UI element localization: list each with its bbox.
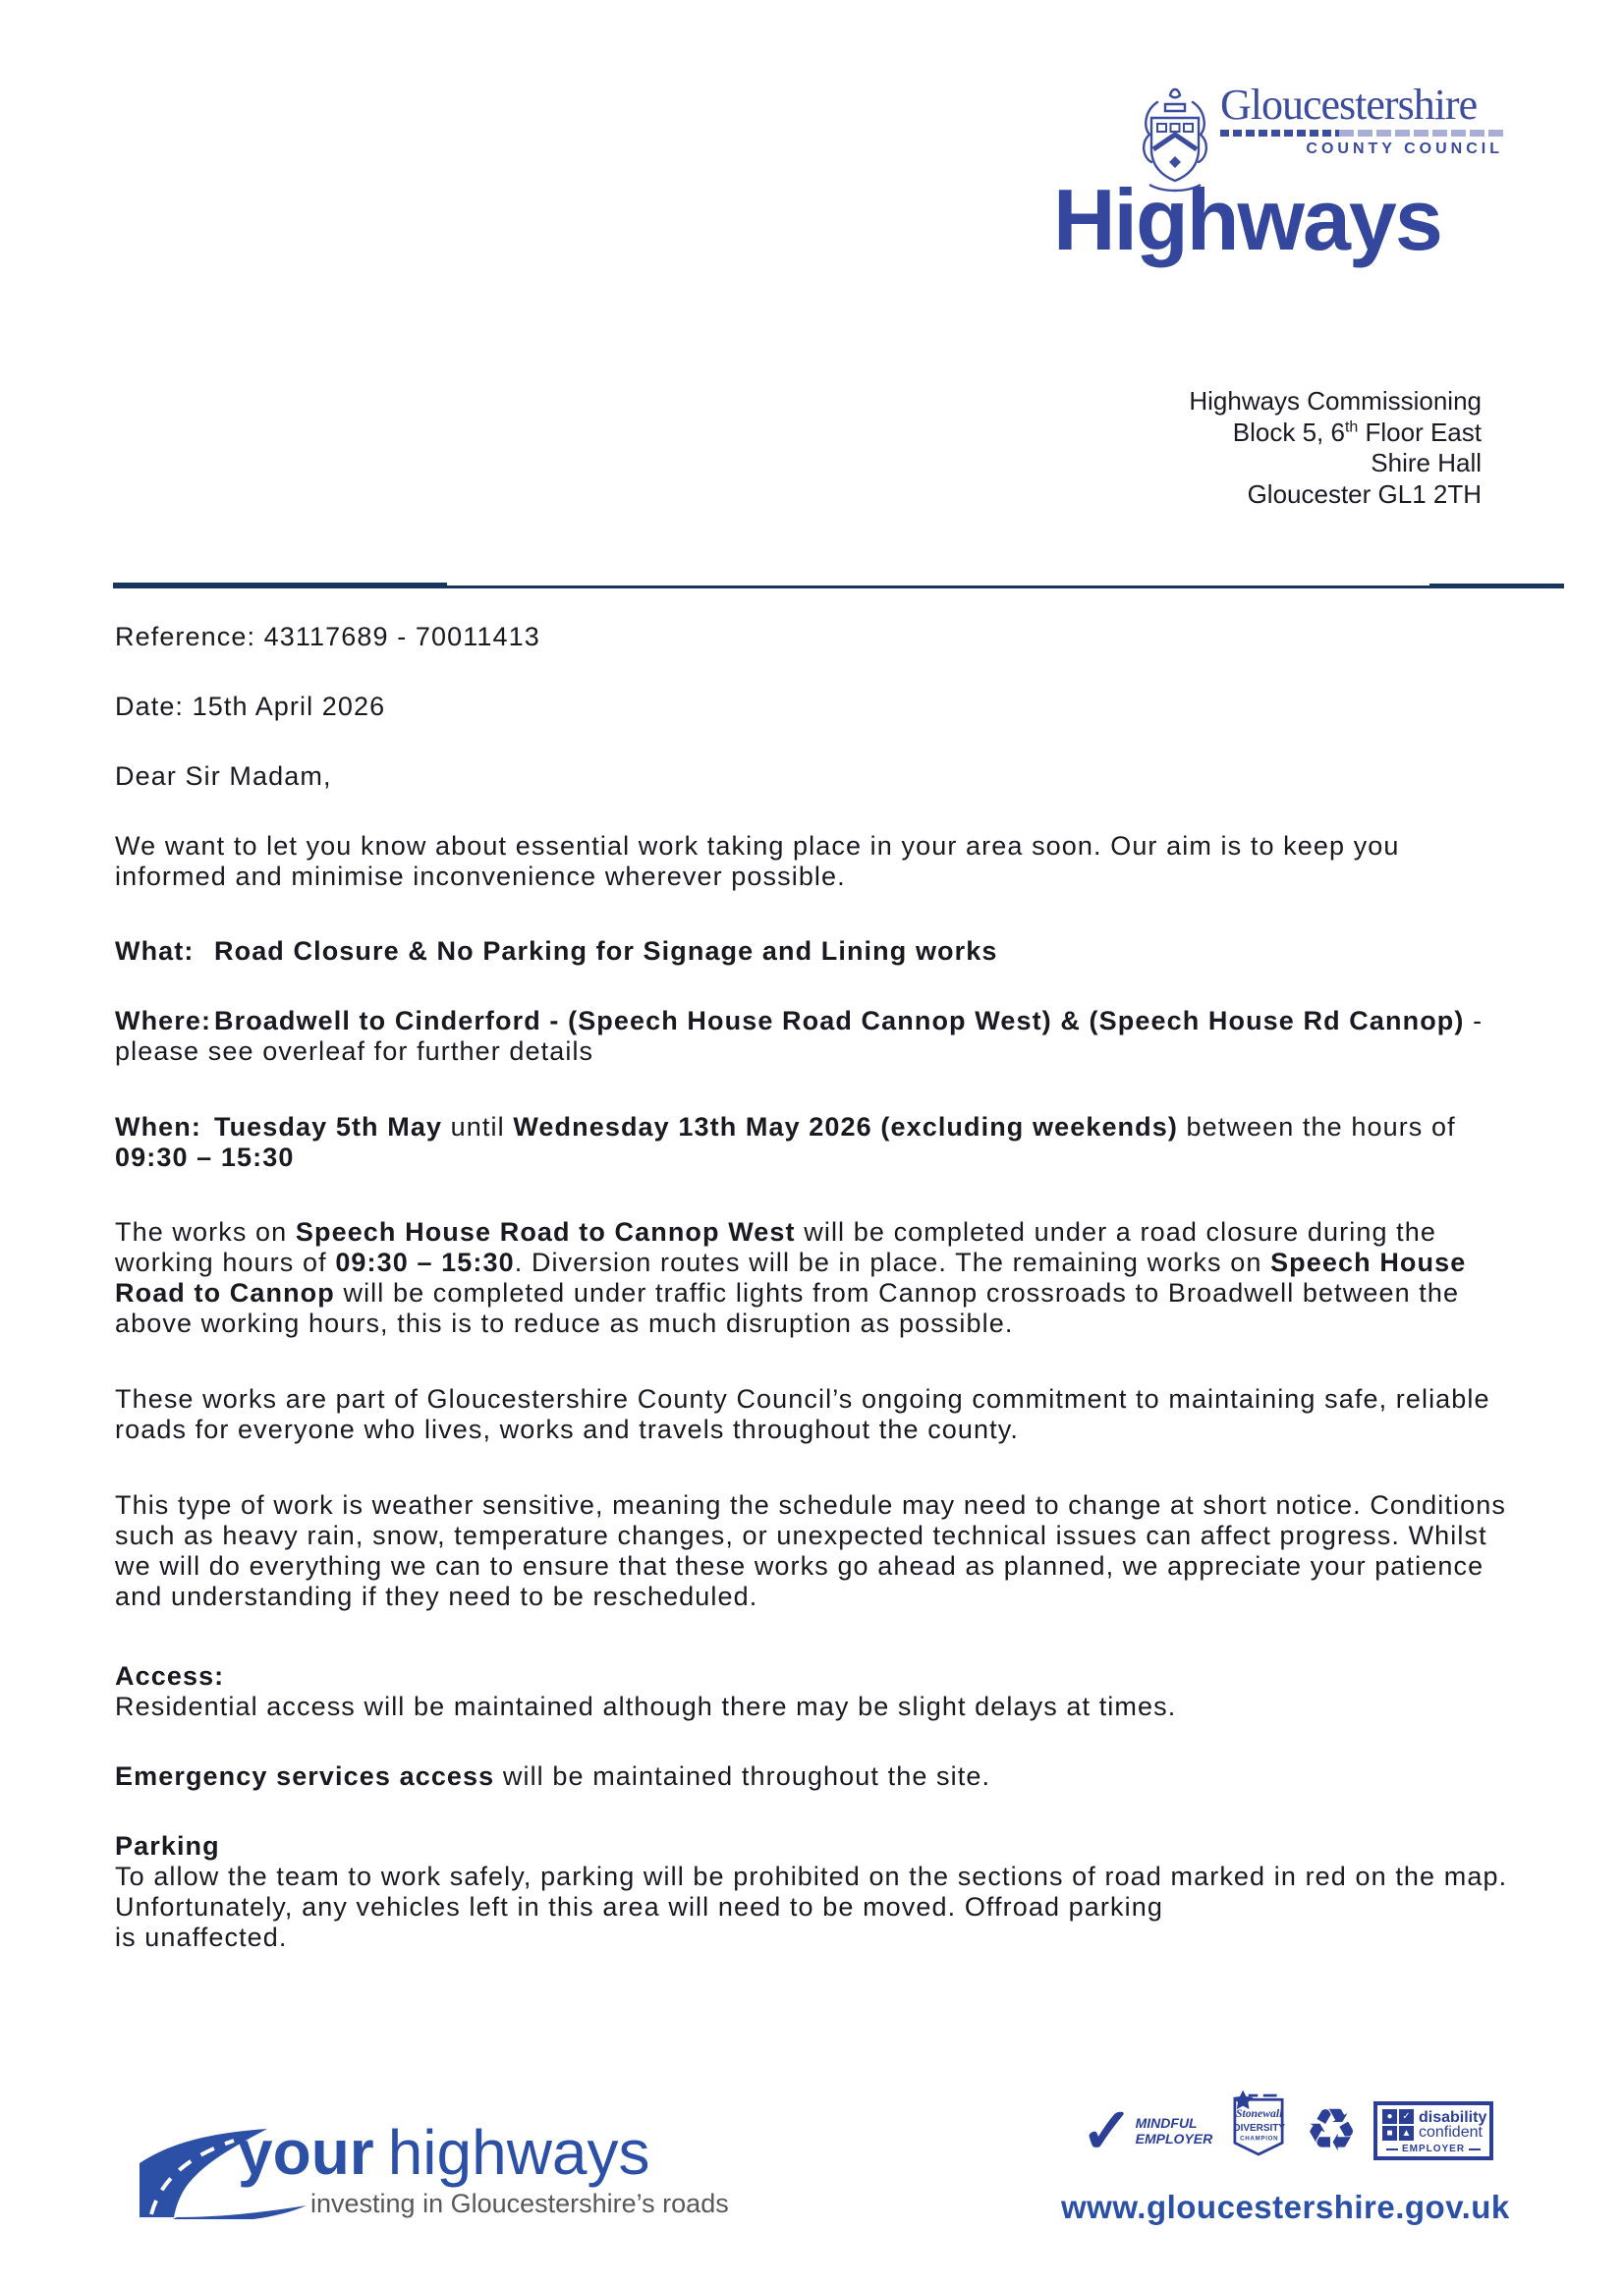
sender-address: [1189, 386, 1482, 510]
your-highways-tagline: investing in Gloucestershire’s roads: [310, 2189, 729, 2218]
address-line: Gloucester GL1 2TH: [1247, 478, 1482, 509]
stonewall-diversity-badge: [1228, 2076, 1289, 2172]
mindful-employer-badge: ✓ MINDFUL EMPLOYER: [1081, 2095, 1213, 2166]
checkmark-icon: ✓: [1081, 2095, 1134, 2166]
parking-heading: Parking: [115, 1831, 220, 1861]
commitment-paragraph: These works are part of Gloucestershire County Council’s ongoing commitment to maintaining safe, reliable roads for everyone who lives, works and travels throughout the county.: [115, 1384, 1490, 1444]
highways-brand-title: Highways: [1053, 171, 1441, 268]
letter-body: [115, 622, 1510, 1992]
access-heading: Access:: [115, 1661, 225, 1691]
date-line: Date: 15th April 2026: [115, 692, 386, 721]
svg-text:DIVERSITY: DIVERSITY: [1233, 2122, 1286, 2134]
emergency-line: Emergency services access will be maintained throughout the site.: [115, 1761, 991, 1791]
address-line: Block 5, 6th Floor East: [1232, 417, 1482, 447]
svg-text:CHAMPION: CHAMPION: [1240, 2135, 1279, 2143]
svg-text:Stonewall: Stonewall: [1236, 2107, 1283, 2121]
works-paragraph: The works on Speech House Road to Cannop West will be completed under a road closure during the working hours of 09:30 – 15:30. Diversion routes will be in place. The remaining works on Speech House Road to Cannop will be completed under traffic lights from Cannop crossroads to Broadwell between the above working hours, this is to reduce as much disruption as possible.: [115, 1217, 1467, 1338]
disability-confident-grid-icon: ● ✓ ■ ▲: [1382, 2109, 1414, 2141]
intro-paragraph: We want to let you know about essential work taking place in your area soon. Our aim is to keep you informed and minimise inconvenience wherever possible.: [115, 831, 1400, 891]
header-rule-left-segment: [113, 583, 447, 588]
reference-line: Reference: 43117689 - 70011413: [115, 622, 540, 651]
when-line: When: Tuesday 5th May until Wednesday 13th May 2026 (excluding weekends) between the hours of 09:30 – 15:30: [115, 1112, 1456, 1172]
your-highways-wordmark: your highways: [238, 2117, 650, 2188]
when-label: When:: [115, 1112, 201, 1142]
where-line: Where: Broadwell to Cinderford - (Speech House Road Cannop West) & (Speech House Rd Cannop) - please see overleaf for further details: [115, 1006, 1484, 1066]
what-label: What:: [115, 936, 195, 966]
where-label: Where:: [115, 1006, 212, 1035]
parking-section: Parking To allow the team to work safely, parking will be prohibited on the sections of road marked in red on the map. Unfortunately, any vehicles left in this area will need to be moved. Offroad parking is unaffected.: [115, 1831, 1510, 1953]
accreditation-badges: [1081, 2089, 1493, 2173]
recycle-icon: ♻: [1305, 2097, 1358, 2163]
header-rule-right-segment: [1429, 584, 1564, 588]
access-section: Access: Residential access will be maintained although there may be slight delays at times.: [115, 1661, 1510, 1722]
council-dashed-rule: [1220, 130, 1503, 137]
council-website-url: www.gloucestershire.gov.uk: [1061, 2189, 1510, 2225]
your-highways-logo: [138, 2117, 729, 2260]
salutation: Dear Sir Madam,: [115, 761, 332, 791]
address-line: Highways Commissioning: [1189, 386, 1482, 416]
council-name: Gloucestershire: [1220, 81, 1478, 129]
what-value: Road Closure & No Parking for Signage and Lining works: [214, 936, 998, 966]
weather-paragraph: This type of work is weather sensitive, meaning the schedule may need to change at short notice. Conditions such as heavy rain, snow, temperature changes, or unexpected technical issues can affect progress. Whilst we will do everything we can to ensure that these works go ahead as planned, we appreciate your patience and understanding if they need to be rescheduled.: [115, 1490, 1506, 1611]
what-line: [115, 936, 1510, 967]
address-line: Shire Hall: [1371, 448, 1482, 477]
council-wordmark: [1220, 83, 1503, 158]
disability-confident-badge: ● ✓ ■ ▲ disability confident EMPLOYER: [1373, 2101, 1493, 2160]
council-subtitle: COUNTY COUNCIL: [1306, 140, 1503, 157]
